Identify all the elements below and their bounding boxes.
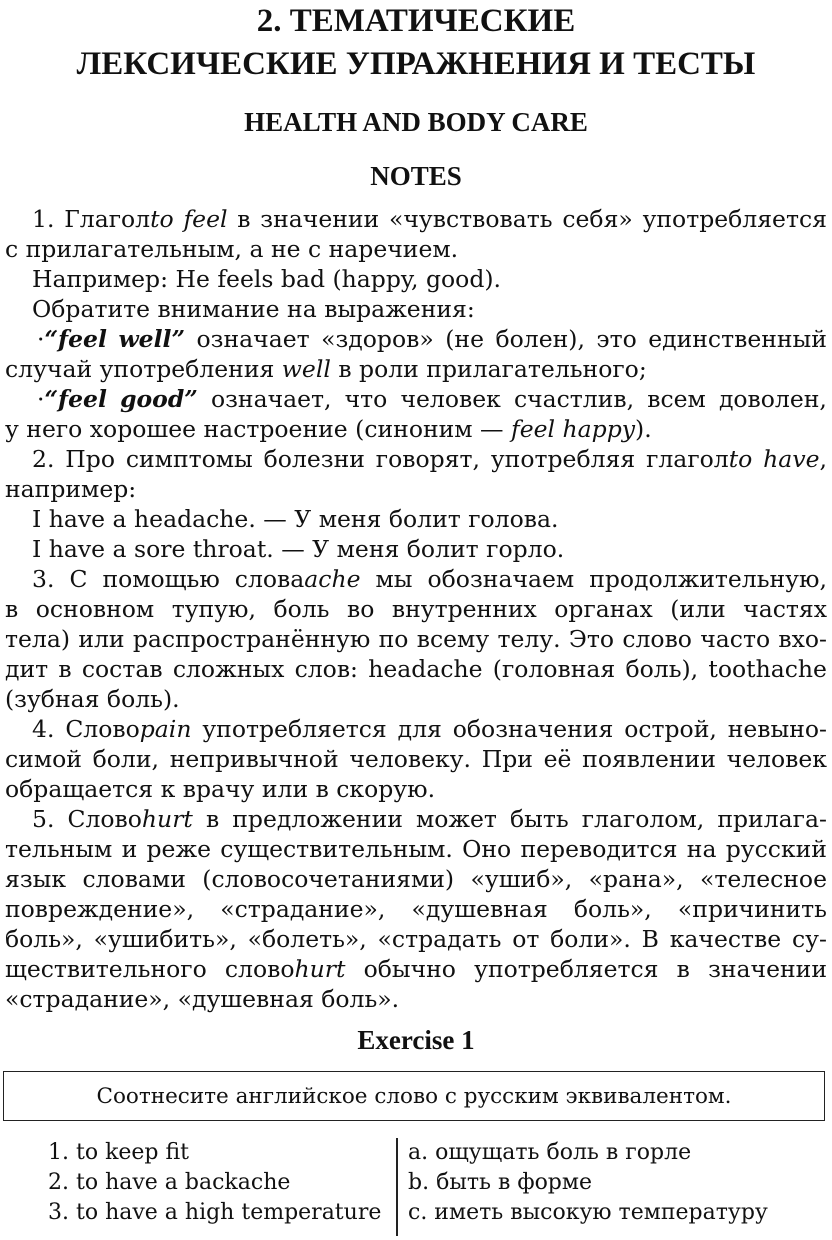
text-run: feel happy bbox=[511, 415, 636, 443]
word: 4. bbox=[32, 715, 55, 743]
notes-line bbox=[5, 534, 827, 564]
text-run: «страдание», «душевная боль». bbox=[5, 985, 400, 1013]
notes-line bbox=[5, 714, 827, 744]
word: боль», bbox=[573, 895, 652, 923]
word: телу. bbox=[497, 625, 561, 653]
word: человек bbox=[400, 385, 501, 413]
word: её bbox=[543, 745, 572, 773]
word: словами bbox=[82, 865, 186, 893]
word: Глаголto bbox=[64, 205, 174, 233]
word: toothache bbox=[708, 655, 827, 683]
word: well” bbox=[118, 325, 186, 353]
word: в bbox=[58, 655, 72, 683]
word: прилага- bbox=[717, 805, 827, 833]
word: ществительного bbox=[5, 955, 207, 983]
word: часто bbox=[700, 625, 771, 653]
word: симой bbox=[5, 745, 82, 773]
notes-line bbox=[5, 294, 827, 324]
word: обозначения bbox=[452, 715, 614, 743]
word: «причинить bbox=[677, 895, 827, 923]
english-item: 3. to have a high temperature bbox=[48, 1200, 382, 1225]
notes-line bbox=[5, 204, 827, 234]
text-run: в роли прилагательного; bbox=[330, 355, 647, 383]
word: предложении bbox=[232, 805, 403, 833]
word: (или bbox=[670, 595, 726, 623]
exercise-title: Exercise 1 bbox=[357, 1025, 475, 1055]
word: «рана», bbox=[588, 865, 684, 893]
text-run: (зубная боль). bbox=[5, 685, 180, 713]
english-item: 2. to have a backache bbox=[48, 1170, 291, 1195]
word: что bbox=[344, 385, 388, 413]
word: «страдание», bbox=[220, 895, 386, 923]
text-run: Например: He feels bad (happy, good). bbox=[32, 265, 502, 293]
notes-line bbox=[5, 594, 827, 624]
word: дит bbox=[5, 655, 49, 683]
word: от bbox=[512, 925, 540, 953]
word: «чувствовать bbox=[389, 205, 553, 233]
word: боли». bbox=[550, 925, 631, 953]
word: употребляется bbox=[642, 205, 827, 233]
word: помощью bbox=[102, 565, 220, 593]
exercise-instruction: Соотнесите английское слово с русским эквивалентом. bbox=[96, 1083, 732, 1109]
word: может bbox=[415, 805, 497, 833]
word: или bbox=[78, 625, 125, 653]
word: 5. bbox=[32, 805, 55, 833]
word: единственный bbox=[648, 325, 827, 353]
word: продолжительную, bbox=[589, 565, 827, 593]
word: на bbox=[686, 835, 717, 863]
russian-item: c. иметь высокую температуру bbox=[408, 1200, 768, 1225]
word: глаголto bbox=[646, 445, 753, 473]
text-run: well bbox=[281, 355, 331, 383]
word: употребляя bbox=[490, 445, 636, 473]
notes-line bbox=[5, 984, 827, 1014]
word: симптомы bbox=[125, 445, 253, 473]
matching-table bbox=[0, 1138, 832, 1238]
notes-body bbox=[5, 204, 827, 1014]
notes-line bbox=[5, 474, 827, 504]
text-run: с прилагательным, а не с наречием. bbox=[5, 235, 459, 263]
word: При bbox=[481, 745, 533, 773]
word: have, bbox=[763, 445, 827, 473]
word: Словоpain bbox=[65, 715, 192, 743]
word: болезни bbox=[263, 445, 365, 473]
text-run: ). bbox=[635, 415, 652, 443]
notes-line bbox=[5, 654, 827, 684]
word: болен), bbox=[495, 325, 585, 353]
word: мы bbox=[375, 565, 413, 593]
word: переводится bbox=[520, 835, 678, 863]
word: боли, bbox=[92, 745, 159, 773]
notes-line bbox=[5, 444, 827, 474]
word: Оно bbox=[462, 835, 512, 863]
notes-line bbox=[5, 324, 827, 354]
notes-line bbox=[5, 504, 827, 534]
word: «болеть», bbox=[247, 925, 367, 953]
word: качестве bbox=[669, 925, 782, 953]
word: су- bbox=[791, 925, 827, 953]
notes-line bbox=[5, 564, 827, 594]
chapter-title-line1: 2. ТЕМАТИЧЕСКИЕ bbox=[256, 3, 576, 39]
russian-column bbox=[408, 1138, 768, 1228]
word: вхо- bbox=[778, 625, 827, 653]
word: ·“feel bbox=[37, 385, 107, 413]
word: означает bbox=[196, 325, 310, 353]
column-divider bbox=[396, 1138, 398, 1236]
text-run: например: bbox=[5, 475, 137, 503]
word: В bbox=[641, 925, 659, 953]
word: слово bbox=[622, 625, 692, 653]
word: непривычной bbox=[169, 745, 339, 773]
notes-line bbox=[5, 414, 827, 444]
word: обычно bbox=[363, 955, 456, 983]
word: боль bbox=[273, 595, 330, 623]
word: feel bbox=[183, 205, 228, 233]
word: (головная bbox=[492, 655, 616, 683]
text-run: I have a sore throat. — У меня болит горло. bbox=[32, 535, 565, 563]
text-run: I have a headache. — У меня болит голова. bbox=[32, 505, 559, 533]
notes-line bbox=[5, 384, 827, 414]
word: распространённую bbox=[132, 625, 371, 653]
word: в bbox=[237, 205, 251, 233]
word: внутренних bbox=[391, 595, 537, 623]
english-column bbox=[48, 1138, 381, 1228]
word: словаache bbox=[234, 565, 361, 593]
notes-line bbox=[5, 954, 827, 984]
word: означает, bbox=[210, 385, 332, 413]
word: боль), bbox=[625, 655, 699, 683]
word: (словосочетаниями) bbox=[202, 865, 455, 893]
word: доволен, bbox=[718, 385, 827, 413]
word: человеку. bbox=[349, 745, 471, 773]
word: «телесное bbox=[699, 865, 827, 893]
word: обозначаем bbox=[427, 565, 575, 593]
word: употребляется bbox=[202, 715, 387, 743]
word: сложных bbox=[172, 655, 285, 683]
notes-line bbox=[5, 924, 827, 954]
text-run: Обратите внимание на выражения: bbox=[32, 295, 475, 323]
word: себя» bbox=[562, 205, 633, 233]
notes-line bbox=[5, 894, 827, 924]
word: (не bbox=[445, 325, 484, 353]
section-title: HEALTH AND BODY CARE bbox=[244, 107, 588, 137]
notes-line bbox=[5, 744, 827, 774]
word: глаголом, bbox=[581, 805, 705, 833]
russian-item: b. быть в форме bbox=[408, 1170, 593, 1195]
word: это bbox=[596, 325, 637, 353]
word: органах bbox=[554, 595, 653, 623]
word: Это bbox=[568, 625, 615, 653]
word: основном bbox=[35, 595, 155, 623]
word: говорят, bbox=[375, 445, 480, 473]
text-run: обращается к врачу или в скорую. bbox=[5, 775, 436, 803]
word: ·“feel bbox=[37, 325, 107, 353]
notes-line bbox=[5, 774, 827, 804]
word: значении bbox=[260, 205, 380, 233]
word: боль», bbox=[5, 925, 83, 953]
word: словоhurt bbox=[224, 955, 346, 983]
word: тельным bbox=[5, 835, 113, 863]
word: в bbox=[676, 955, 690, 983]
word: значении bbox=[708, 955, 827, 983]
word: счастлив, bbox=[513, 385, 635, 413]
notes-line bbox=[5, 354, 827, 384]
word: всем bbox=[647, 385, 706, 413]
exercise-instruction-box bbox=[3, 1071, 825, 1121]
word: слов: bbox=[294, 655, 358, 683]
word: С bbox=[69, 565, 88, 593]
word: невыно- bbox=[727, 715, 827, 743]
word: в bbox=[5, 595, 19, 623]
word: в bbox=[205, 805, 220, 833]
notes-line bbox=[5, 864, 827, 894]
english-item: 1. to keep fit bbox=[48, 1140, 190, 1165]
word: язык bbox=[5, 865, 67, 893]
word: существительным. bbox=[220, 835, 453, 863]
word: употребляется bbox=[474, 955, 659, 983]
word: «страдать bbox=[377, 925, 502, 953]
word: тела) bbox=[5, 625, 71, 653]
notes-line bbox=[5, 804, 827, 834]
word: headache bbox=[368, 655, 483, 683]
notes-line bbox=[5, 234, 827, 264]
word: «ушибить», bbox=[93, 925, 237, 953]
notes-line bbox=[5, 834, 827, 864]
text-run: случай употребления bbox=[5, 355, 282, 383]
word: реже bbox=[146, 835, 211, 863]
word: человек bbox=[726, 745, 827, 773]
word: для bbox=[397, 715, 442, 743]
word: русский bbox=[725, 835, 827, 863]
word: Про bbox=[65, 445, 115, 473]
word: и bbox=[121, 835, 138, 863]
notes-line bbox=[5, 684, 827, 714]
word: good” bbox=[120, 385, 198, 413]
word: «душевная bbox=[411, 895, 548, 923]
word: «ушиб», bbox=[470, 865, 573, 893]
word: острой, bbox=[624, 715, 717, 743]
notes-line bbox=[5, 624, 827, 654]
word: быть bbox=[510, 805, 569, 833]
word: повреждение», bbox=[5, 895, 195, 923]
word: по bbox=[378, 625, 409, 653]
word: Словоhurt bbox=[67, 805, 193, 833]
word: «здоров» bbox=[321, 325, 434, 353]
word: 3. bbox=[32, 565, 55, 593]
text-run: у него хорошее настроение (синоним — bbox=[5, 415, 512, 443]
word: 2. bbox=[32, 445, 55, 473]
word: во bbox=[346, 595, 375, 623]
word: 1. bbox=[32, 205, 55, 233]
word: всему bbox=[416, 625, 490, 653]
word: тупую, bbox=[171, 595, 256, 623]
word: частях bbox=[743, 595, 827, 623]
russian-item: a. ощущать боль в горле bbox=[408, 1140, 692, 1165]
notes-heading: NOTES bbox=[370, 161, 462, 191]
word: появлении bbox=[582, 745, 716, 773]
chapter-title-line2: ЛЕКСИЧЕСКИЕ УПРАЖНЕНИЯ И ТЕСТЫ bbox=[76, 46, 756, 82]
notes-line bbox=[5, 264, 827, 294]
word: состав bbox=[81, 655, 163, 683]
